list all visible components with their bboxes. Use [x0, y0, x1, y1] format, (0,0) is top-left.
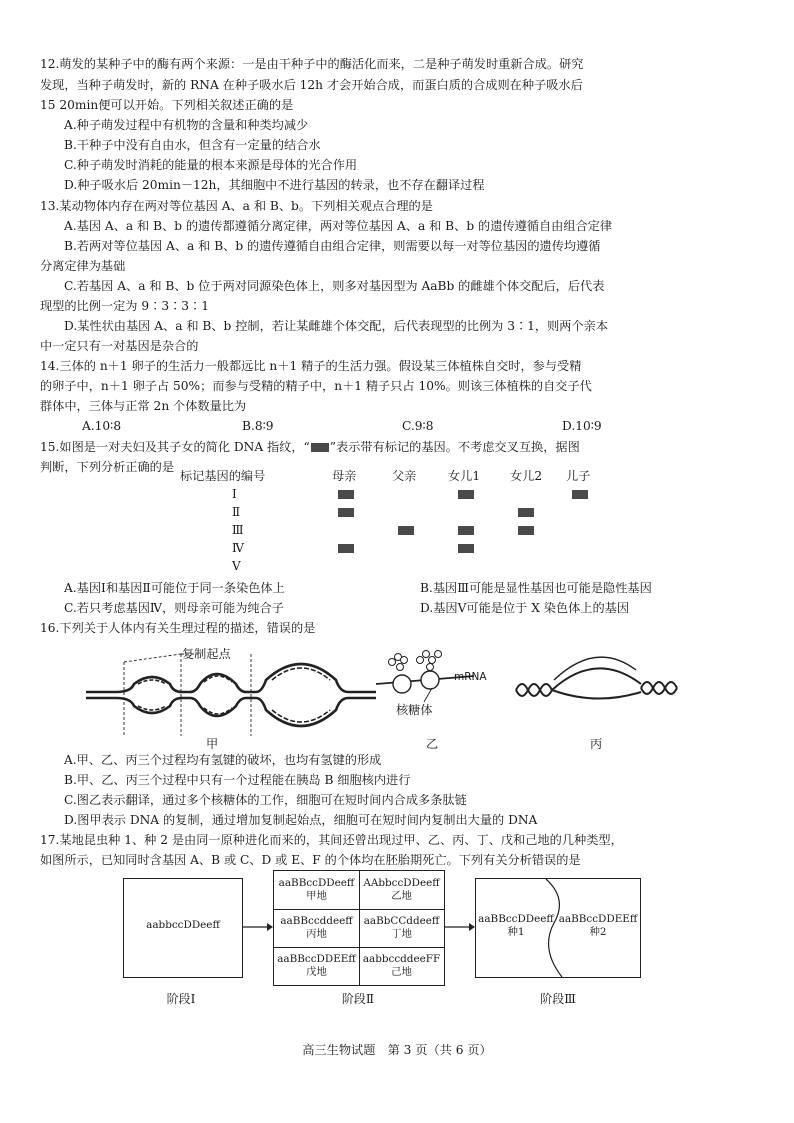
col-daughter-1: 女儿1	[448, 469, 481, 483]
species-2	[556, 913, 640, 939]
band-row1-col3	[458, 490, 474, 499]
q13-option-c: C.若基因 A、a 和 B、b 位于两对同源染色体上，则多对基因型为 AaBb 的雌雄个体交配后，后代表	[64, 279, 605, 293]
q15-option-b: B.基因Ⅲ可能是显性基因也可能是隐性基因	[420, 581, 652, 595]
caption-bing: 丙	[590, 737, 603, 751]
cell-ding	[359, 915, 444, 941]
band-row4-col3	[458, 544, 474, 553]
q14-stem-line-3: 群体中，三体与正常 2n 个体数量比为	[40, 399, 247, 413]
band-row2-col4	[518, 508, 534, 517]
q17-figure	[123, 870, 643, 1010]
cell-wu-genotype: aaBBccDDEEff	[277, 953, 356, 965]
q14-option-a: A.10∶8	[82, 419, 122, 433]
band-legend-icon	[311, 443, 329, 452]
species-1-genotype: aaBBccDDeeff	[478, 913, 554, 925]
q16-figure-drawing	[86, 640, 686, 750]
q13-option-a: A.基因 A、a 和 B、b 的遗传都遵循分离定律，两对等位基因 A、a 和 B、b 的遗传遵循自由组合定律	[64, 219, 613, 233]
band-row4-col1	[338, 544, 354, 553]
q13-option-d: D.某性状由基因 A、a 和 B、b 控制，若让某雌雄个体交配，后代表现型的比例为 3∶1，则两个亲本	[64, 319, 609, 333]
q15-stem-part-2: ”表示带有标记的基因。不考虑交叉互换，据图	[329, 440, 580, 454]
col-father: 父亲	[392, 469, 417, 483]
q13-option-b-cont: 分离定律为基础	[40, 259, 126, 273]
transcription-diagram	[516, 657, 677, 698]
replication-diagram	[86, 664, 376, 726]
q16-figure	[86, 640, 686, 750]
stage-3-label: 阶段Ⅲ	[540, 992, 576, 1006]
q15-option-c: C.若只考虑基因Ⅳ，则母亲可能为纯合子	[64, 601, 284, 615]
species-2-genotype: aaBBccDDEEff	[558, 913, 638, 925]
q17-stem-line-2: 如图所示，已知同时含基因 A、B 或 C、D 或 E、F 的个体均在胚胎期死亡。下列有关分析错误的是	[40, 853, 581, 867]
stage-3-box	[475, 878, 641, 978]
stage-2-box	[273, 870, 445, 986]
q13-option-c-cont: 现型的比例一定为 9∶3∶3∶1	[40, 299, 209, 313]
row-gene-5: Ⅴ	[232, 559, 241, 573]
q15-option-d: D.基因Ⅴ可能是位于 X 染色体上的基因	[420, 601, 630, 615]
band-row1-col5	[572, 490, 588, 499]
q15-stem-part-1: 15.如图是一对夫妇及其子女的简化 DNA 指纹，“	[40, 440, 310, 454]
q14-options-row	[82, 420, 722, 432]
species-1-name: 种1	[507, 926, 525, 938]
dna-fingerprint-table	[180, 466, 620, 578]
q14-option-d: D.10∶9	[562, 419, 602, 433]
q15-stem-line-2: 判断，下列分析正确的是	[40, 460, 175, 474]
cell-ji-genotype: aabbccddeeFF	[362, 953, 441, 965]
q14-option-c: C.9∶8	[402, 419, 434, 433]
q14-stem-line-1: 14.三体的 n＋1 卵子的生活力一般都远比 n＋1 精子的生活力强。假设某三体植株自交时，参与受精	[40, 359, 582, 373]
q12-stem-line-3: 15 20min便可以开始。下列相关叙述正确的是	[40, 98, 294, 112]
species-1	[476, 913, 556, 939]
q16-option-a: A.甲、乙、丙三个过程均有氢键的破坏，也均有氢键的形成	[64, 753, 382, 767]
q16-stem: 16.下列关于人体内有关生理过程的描述，错误的是	[40, 621, 316, 635]
ribosome-label: 核糖体	[396, 703, 433, 717]
band-row3-col4	[518, 526, 534, 535]
cell-ding-place: 丁地	[391, 928, 412, 940]
cell-wu-place: 戊地	[306, 966, 327, 978]
cell-bing-genotype: aaBBccddeeff	[280, 915, 353, 927]
cell-yi-place: 乙地	[391, 890, 412, 902]
cell-ji	[359, 953, 444, 979]
cell-jia-place: 甲地	[306, 890, 327, 902]
band-row3-col2	[398, 526, 414, 535]
row-gene-3: Ⅲ	[232, 523, 244, 537]
cell-ding-genotype: aaBbCCddeeff	[363, 915, 440, 927]
q15-stem-line-1	[40, 441, 580, 453]
caption-yi: 乙	[426, 737, 439, 751]
origin-pointer-lines	[124, 654, 251, 736]
cell-jia-genotype: aaBBccDDeeff	[278, 877, 355, 889]
cell-jia	[274, 877, 359, 903]
stage-1-label: 阶段Ⅰ	[166, 992, 196, 1006]
q16-option-c: C.图乙表示翻译，通过多个核糖体的工作，细胞可在短时间内合成多条肽链	[64, 793, 467, 807]
q14-stem-line-2: 的卵子中，n＋1 卵子占 50%；而参与受精的精子中，n＋1 精子只占 10%。则该三体植株的自交子代	[40, 379, 592, 393]
cell-wu	[274, 953, 359, 979]
band-row3-col3	[458, 526, 474, 535]
band-row1-col1	[338, 490, 354, 499]
q17-stem-line-1: 17.某地昆虫种 1、种 2 是由同一原种进化而来的，其间还曾出现过甲、乙、丙、丁、戊和己地的几种类型，	[40, 833, 623, 847]
q12-stem-line-2: 发现，当种子萌发时，新的 RNA 在种子吸水后 12h 才会开始合成，而蛋白质的合成则在种子吸水后	[40, 78, 583, 92]
band-row2-col1	[338, 508, 354, 517]
q13-option-d-cont: 中一定只有一对基因是杂合的	[40, 339, 199, 353]
row-gene-1: Ⅰ	[232, 487, 237, 501]
row-gene-2: Ⅱ	[232, 505, 241, 519]
table-header-label: 标记基因的编号	[180, 469, 266, 483]
q12-option-a: A.种子萌发过程中有机物的含量和种类均减少	[64, 118, 309, 132]
q12-option-b: B.干种子中没有自由水，但含有一定量的结合水	[64, 138, 321, 152]
col-mother: 母亲	[332, 469, 357, 483]
caption-jia: 甲	[206, 737, 219, 751]
col-son: 儿子	[566, 469, 591, 483]
q15-option-a: A.基因Ⅰ和基因Ⅱ可能位于同一条染色体上	[64, 581, 285, 595]
mrna-label: mRNA	[454, 671, 487, 683]
q12-stem-line-1: 12.萌发的某种子中的酶有两个来源：一是由干种子中的酶活化而来，二是种子萌发时重新合成。研究	[40, 57, 584, 71]
replication-origin-label: 复制起点	[182, 647, 231, 661]
q14-option-b: B.8∶9	[242, 419, 274, 433]
row-gene-4: Ⅳ	[232, 541, 244, 555]
page-footer: 高三生物试题 第 3 页（共 6 页）	[302, 1043, 492, 1057]
q16-option-b: B.甲、乙、丙三个过程中只有一个过程能在胰岛 B 细胞核内进行	[64, 773, 411, 787]
q12-option-d: D.种子吸水后 20min－12h，其细胞中不进行基因的转录，也不存在翻译过程	[64, 178, 485, 192]
cell-bing	[274, 915, 359, 941]
cell-bing-place: 丙地	[306, 928, 327, 940]
species-2-name: 种2	[589, 926, 607, 938]
col-daughter-2: 女儿2	[510, 469, 543, 483]
cell-yi	[359, 877, 444, 903]
q13-stem: 13.某动物体内存在两对等位基因 A、a 和 B、b。下列相关观点合理的是	[40, 199, 433, 213]
cell-ji-place: 己地	[391, 966, 412, 978]
q16-option-d: D.图甲表示 DNA 的复制，通过增加复制起始点，细胞可在短时间内复制出大量的 DNA	[64, 813, 538, 827]
q13-option-b: B.若两对等位基因 A、a 和 B、b 的遗传遵循自由组合定律，则需要以每一对等位基因的遗传均遵循	[64, 239, 601, 253]
q12-option-c: C.种子萌发时消耗的能量的根本来源是母体的光合作用	[64, 158, 358, 172]
stage-1-genotype: aabbccDDeeff	[146, 919, 220, 931]
stage-2-label: 阶段Ⅱ	[341, 992, 375, 1006]
cell-yi-genotype: AAbbccDDeeff	[363, 877, 440, 889]
